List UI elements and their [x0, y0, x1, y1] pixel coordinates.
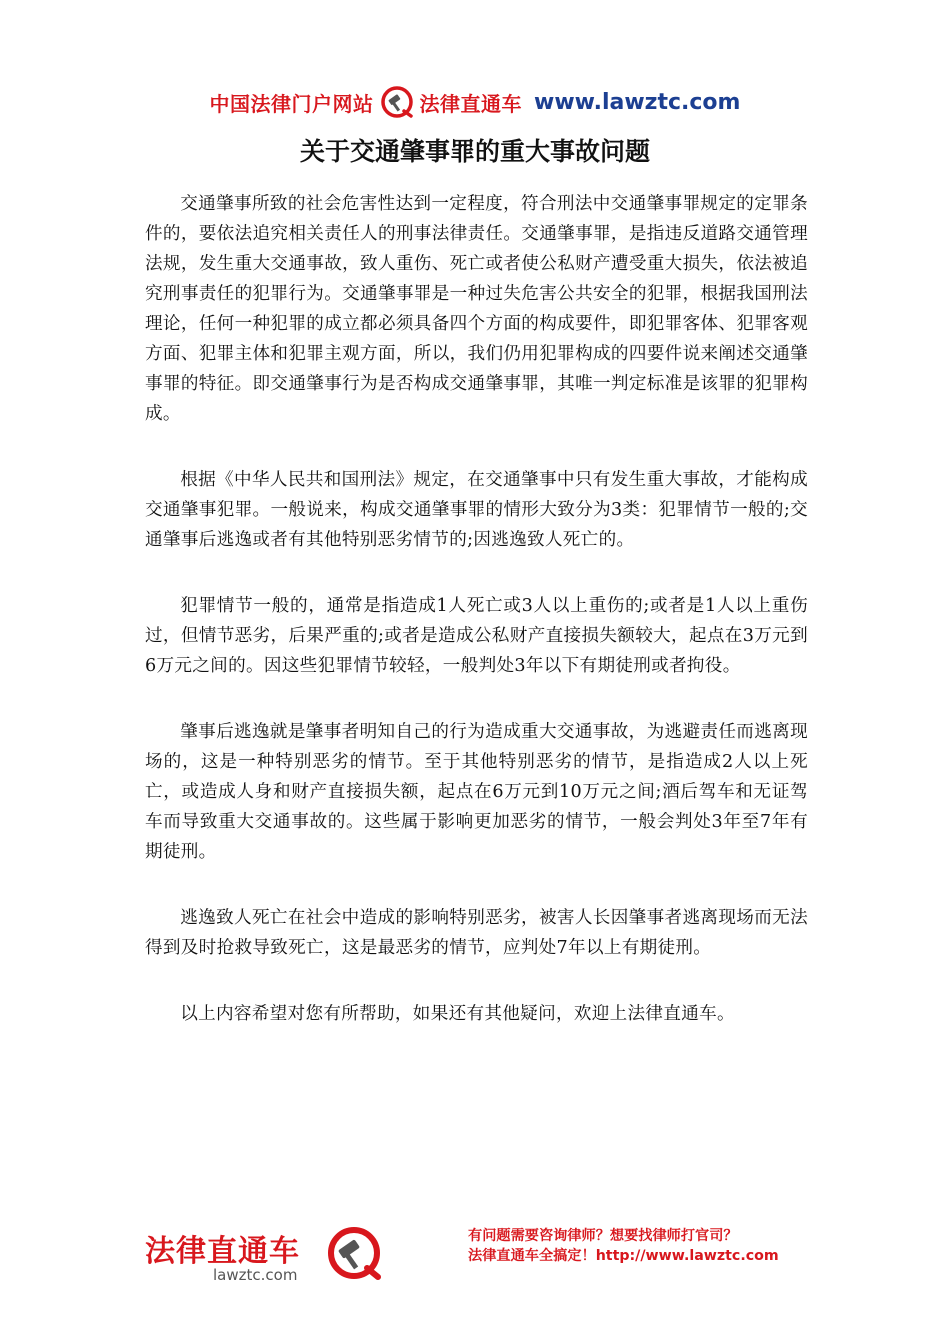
- footer-promo: [468, 1226, 813, 1266]
- paragraph: 肇事后逃逸就是肇事者明知自己的行为造成重大交通事故，为逃避责任而逃离现场的，这是一种特别恶劣的情节。至于其他特别恶劣的情节，是指造成2人以上死亡，或造成人身和财产直接损失额，起点在6万元到10万元之间;酒后驾车和无证驾车而导致重大交通事故的。这些属于影响更加恶劣的情节，一般会判处3年至7年有期徒刑。: [145, 722, 808, 862]
- brand-name: 法律直通车: [419, 91, 523, 116]
- gavel-logo-icon: [325, 1224, 383, 1282]
- gavel-logo-icon: [380, 85, 414, 119]
- paragraph: 根据《中华人民共和国刑法》规定，在交通肇事中只有发生重大事故，才能构成交通肇事犯罪。一般说来，构成交通肇事罪的情形大致分为3类：犯罪情节一般的;交通肇事后逃逸或者有其他特别恶劣情节的;因逃逸致人死亡的。: [145, 470, 808, 550]
- footer-logo-subtext: lawztc.com: [213, 1266, 298, 1284]
- footer-promo-line-2[interactable]: 法律直通车全搞定！http://www.lawztc.com: [468, 1248, 779, 1264]
- paragraph: 以上内容希望对您有所帮助，如果还有其他疑问，欢迎上法律直通车。: [180, 1004, 735, 1024]
- paragraph: 逃逸致人死亡在社会中造成的影响特别恶劣，被害人长因肇事者逃离现场而无法得到及时抢救导致死亡，这是最恶劣的情节，应判处7年以上有期徒刑。: [145, 908, 808, 958]
- site-header: [0, 84, 950, 120]
- document-body: [145, 189, 808, 1065]
- site-url[interactable]: www.lawztc.com: [534, 89, 741, 115]
- footer-promo-line-1: 有问题需要咨询律师？想要找律师打官司？: [468, 1228, 738, 1244]
- document-title: 关于交通肇事罪的重大事故问题: [299, 137, 650, 166]
- paragraph: 交通肇事所致的社会危害性达到一定程度，符合刑法中交通肇事罪规定的定罪条件的，要依法追究相关责任人的刑事法律责任。交通肇事罪，是指违反道路交通管理法规，发生重大交通事故，致人重伤、死亡或者使公私财产遭受重大损失，依法被追究刑事责任的犯罪行为。交通肇事罪是一种过失危害公共安全的犯罪，根据我国刑法理论，任何一种犯罪的成立都必须具备四个方面的构成要件，即犯罪客体、犯罪客观方面、犯罪主体和犯罪主观方面，所以，我们仍用犯罪构成的四要件说来阐述交通肇事罪的特征。即交通肇事行为是否构成交通肇事罪，其唯一判定标准是该罪的犯罪构成。: [145, 194, 808, 424]
- footer-logo: [145, 1220, 385, 1290]
- paragraph: 犯罪情节一般的，通常是指造成1人死亡或3人以上重伤的;或者是1人以上重伤过，但情节恶劣，后果严重的;或者是造成公私财产直接损失额较大，起点在3万元到6万元之间的。因这些犯罪情节较轻，一般判处3年以下有期徒刑或者拘役。: [145, 596, 808, 676]
- footer-logo-text: 法律直通车: [145, 1234, 300, 1269]
- site-name: 中国法律门户网站: [209, 91, 374, 116]
